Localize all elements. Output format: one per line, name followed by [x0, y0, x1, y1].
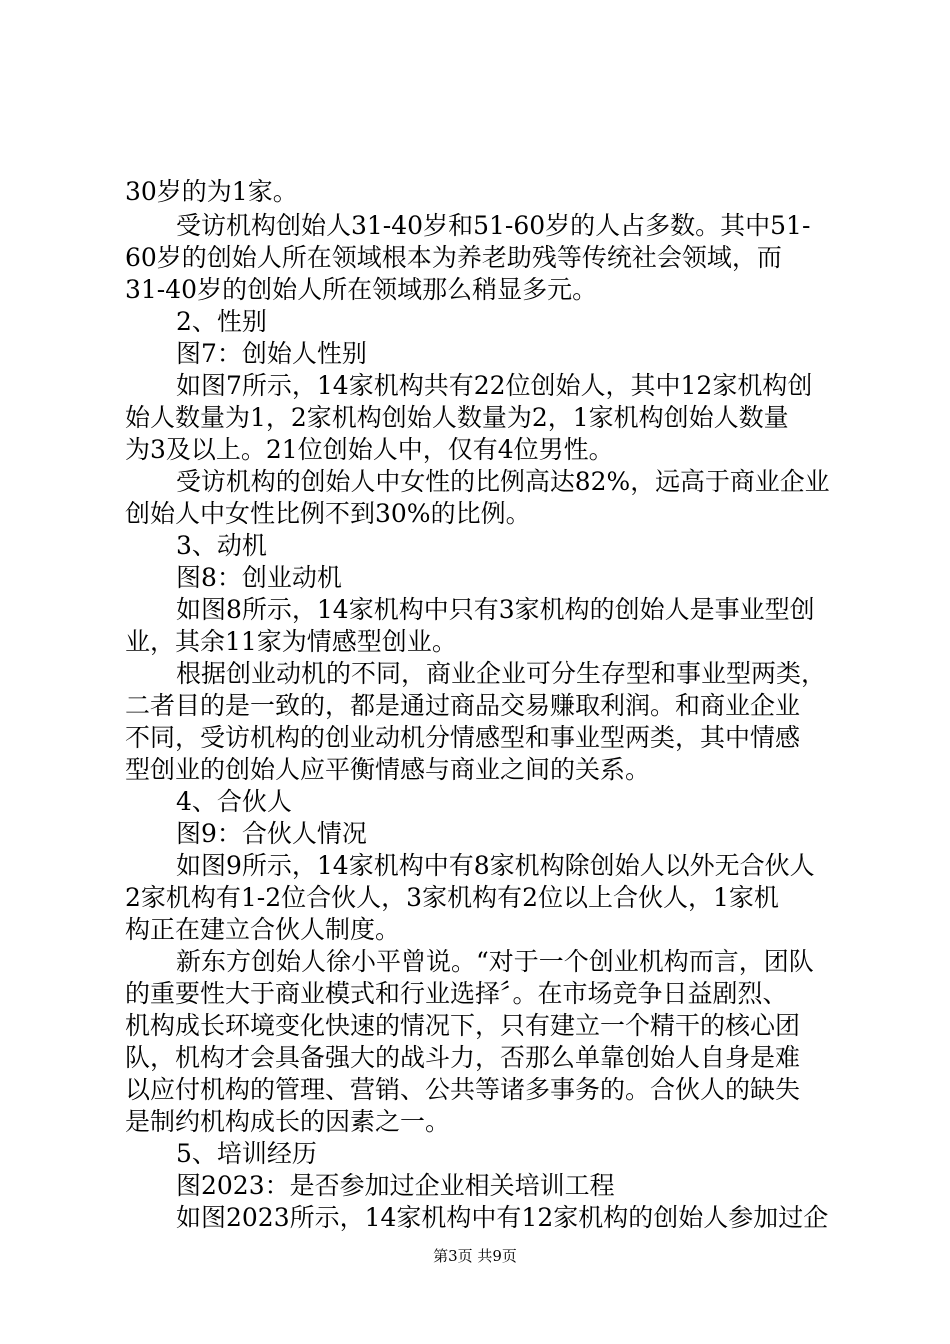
text-line: [0, 241, 950, 275]
line-text: 图7：创始人性别: [176, 339, 367, 368]
line-text: 受访机构创始人31-40岁和51-60岁的人占多数。其中51-: [176, 211, 811, 240]
text-line: [0, 849, 950, 883]
line-text: 创始人中女性比例不到30%的比例。: [125, 499, 531, 528]
text-line: [0, 625, 950, 659]
text-line: [0, 721, 950, 755]
line-text: 如图7所示，14家机构共有22位创始人，其中12家机构创: [176, 371, 813, 400]
line-text: 如图8所示，14家机构中只有3家机构的创始人是事业型创: [176, 595, 815, 624]
line-text: 5、培训经历: [176, 1139, 317, 1168]
text-line: [0, 273, 950, 307]
text-line: [0, 913, 950, 947]
line-text: 以应付机构的管理、营销、公共等诸多事务的。合伙人的缺失: [125, 1075, 801, 1104]
text-line: [0, 175, 950, 209]
line-text: 是制约机构成长的因素之一。: [125, 1107, 451, 1136]
line-text: 2家机构有1-2位合伙人，3家机构有2位以上合伙人，1家机: [125, 883, 779, 912]
text-line: [0, 1201, 950, 1235]
line-text: 队，机构才会具备强大的战斗力，否那么单靠创始人自身是难: [125, 1043, 801, 1072]
text-line: [0, 945, 950, 979]
line-text: 不同，受访机构的创业动机分情感型和事业型两类，其中情感: [125, 723, 801, 752]
text-line: [0, 689, 950, 723]
line-text: 60岁的创始人所在领域根本为养老助残等传统社会领域，而: [125, 243, 782, 272]
text-line: [0, 209, 950, 243]
section-heading: [0, 785, 950, 819]
section-heading: [0, 529, 950, 563]
line-text: 构正在建立合伙人制度。: [125, 915, 401, 944]
text-line: [0, 657, 950, 691]
text-line: [0, 1041, 950, 1075]
line-text: 2、性别: [176, 307, 267, 336]
figure-caption: [0, 1169, 950, 1203]
line-text: 30岁的为1家。: [125, 177, 298, 206]
page-footer: 第3页 共9页: [433, 1247, 517, 1265]
line-text: 图2023：是否参加过企业相关培训工程: [176, 1171, 615, 1200]
text-line: [0, 433, 950, 467]
line-text: 根据创业动机的不同，商业企业可分生存型和事业型两类，: [176, 659, 827, 688]
line-text: 为3及以上。21位创始人中，仅有4位男性。: [125, 435, 614, 464]
section-heading: [0, 305, 950, 339]
line-text: 31-40岁的创始人所在领域那么稍显多元。: [125, 275, 598, 304]
line-text: 机构成长环境变化快速的情况下，只有建立一个精干的核心团: [125, 1011, 801, 1040]
text-line: [0, 1009, 950, 1043]
line-text: 如图9所示，14家机构中有8家机构除创始人以外无合伙人: [176, 851, 815, 880]
text-line: [0, 369, 950, 403]
line-text: 如图2023所示，14家机构中有12家机构的创始人参加过企: [176, 1203, 829, 1232]
line-text: 图8：创业动机: [176, 563, 342, 592]
figure-caption: [0, 561, 950, 595]
line-text: 图9：合伙人情况: [176, 819, 367, 848]
text-line: [0, 1073, 950, 1107]
line-text: 型创业的创始人应平衡情感与商业之间的关系。: [125, 755, 651, 784]
text-line: [0, 977, 950, 1011]
text-line: [0, 401, 950, 435]
text-line: [0, 497, 950, 531]
text-line: [0, 593, 950, 627]
line-text: 新东方创始人徐小平曾说。“对于一个创业机构而言，团队: [176, 947, 814, 976]
line-text: 4、合伙人: [176, 787, 292, 816]
line-text: 始人数量为1，2家机构创始人数量为2，1家机构创始人数量: [125, 403, 789, 432]
line-text: 受访机构的创始人中女性的比例高达82%，远高于商业企业: [176, 467, 830, 496]
figure-caption: [0, 337, 950, 371]
figure-caption: [0, 817, 950, 851]
section-heading: [0, 1137, 950, 1171]
line-text: 3、动机: [176, 531, 267, 560]
text-line: [0, 465, 950, 499]
text-line: [0, 753, 950, 787]
text-line: [0, 1105, 950, 1139]
line-text: 的重要性大于商业模式和行业选择〞。在市场竞争日益剧烈、: [125, 979, 788, 1008]
text-line: [0, 881, 950, 915]
line-text: 二者目的是一致的，都是通过商品交易赚取利润。和商业企业: [125, 691, 801, 720]
line-text: 业，其余11家为情感型创业。: [125, 627, 457, 656]
